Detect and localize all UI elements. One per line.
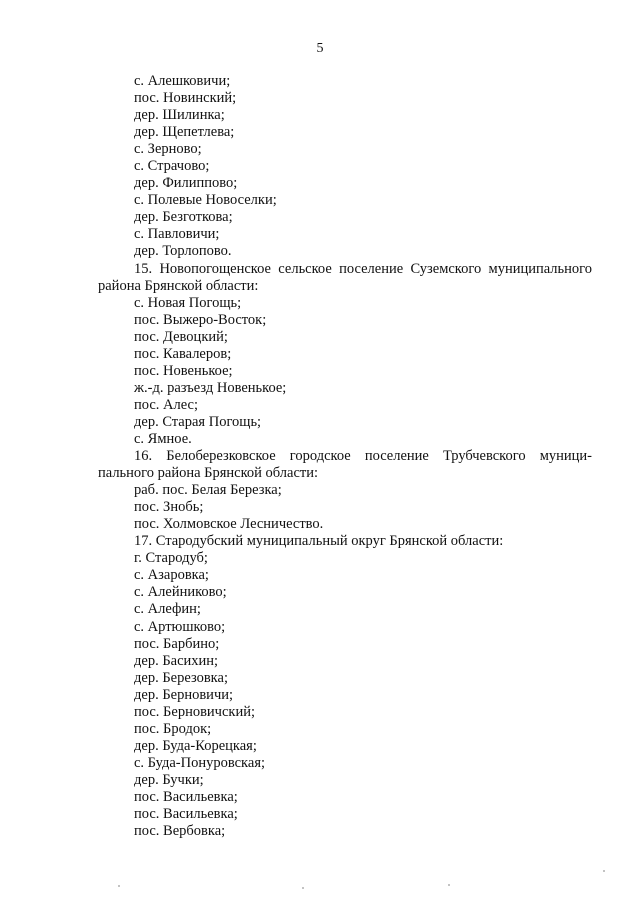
list-item: дер. Торлопово. [134,243,232,260]
settlement-list [0,73,640,840]
list-item: пос. Кавалеров; [134,345,232,362]
list-item: пос. Вербовка; [134,823,226,840]
list-item: с. Алефин; [134,601,201,618]
list-item: с. Азаровка; [134,567,209,584]
list-item: пос. Новенькое; [134,362,233,379]
list-item: пос. Знобь; [134,499,204,516]
list-item: дер. Щепетлева; [134,124,235,141]
list-item: с. Ямное. [134,430,192,447]
list-item: пос. Холмовское Лесничество. [134,516,324,533]
list-item: дер. Старая Погощь; [134,413,262,430]
list-item: г. Стародуб; [134,550,208,567]
scan-speck [448,884,450,886]
section-heading-17: 17. Стародубский муниципальный округ Брянской области: [134,533,504,550]
list-item: дер. Березовка; [134,669,228,686]
list-item: дер. Берновичи; [134,686,234,703]
list-item: с. Алешковичи; [134,73,231,89]
list-item: ж.-д. разъезд Новенькое; [134,379,287,396]
section-heading-15-continuation: района Брянской области: [98,277,259,294]
section-heading-15: 15. Новопогощенское сельское поселение Суземского муниципального [134,260,592,277]
list-item: пос. Бродок; [134,720,212,737]
scan-speck [302,887,304,889]
list-item: с. Алейниково; [134,584,227,601]
list-item: с. Буда-Понуровская; [134,754,266,771]
section-heading-16-continuation: пального района Брянской области: [98,465,319,482]
list-item: пос. Барбино; [134,635,220,652]
list-item: пос. Выжеро-Восток; [134,311,267,328]
list-item: раб. пос. Белая Березка; [134,482,282,499]
section-heading-16: 16. Белоберезковское городское поселение Трубчевского муници- [134,448,592,465]
list-item: с. Полевые Новоселки; [134,192,277,209]
list-item: с. Новая Погощь; [134,294,242,311]
list-item: с. Павловичи; [134,226,220,243]
scan-speck [603,870,605,872]
list-item: с. Зерново; [134,141,202,158]
list-item: пос. Новинский; [134,90,237,107]
list-item: дер. Филиппово; [134,175,238,192]
list-item: пос. Васильевка; [134,788,238,805]
list-item: пос. Девоцкий; [134,328,228,345]
list-item: дер. Басихин; [134,652,219,669]
list-item: с. Артюшково; [134,618,226,635]
scan-speck [118,885,120,887]
list-item: дер. Шилинка; [134,107,225,124]
list-item: пос. Алес; [134,396,199,413]
list-item: пос. Васильевка; [134,806,238,823]
list-item: пос. Берновичский; [134,703,256,720]
list-item: дер. Буда-Корецкая; [134,737,257,754]
list-item: с. Страчово; [134,158,210,175]
page-number: 5 [316,41,324,56]
list-item: дер. Бучки; [134,771,204,788]
list-item: дер. Безготкова; [134,209,233,226]
